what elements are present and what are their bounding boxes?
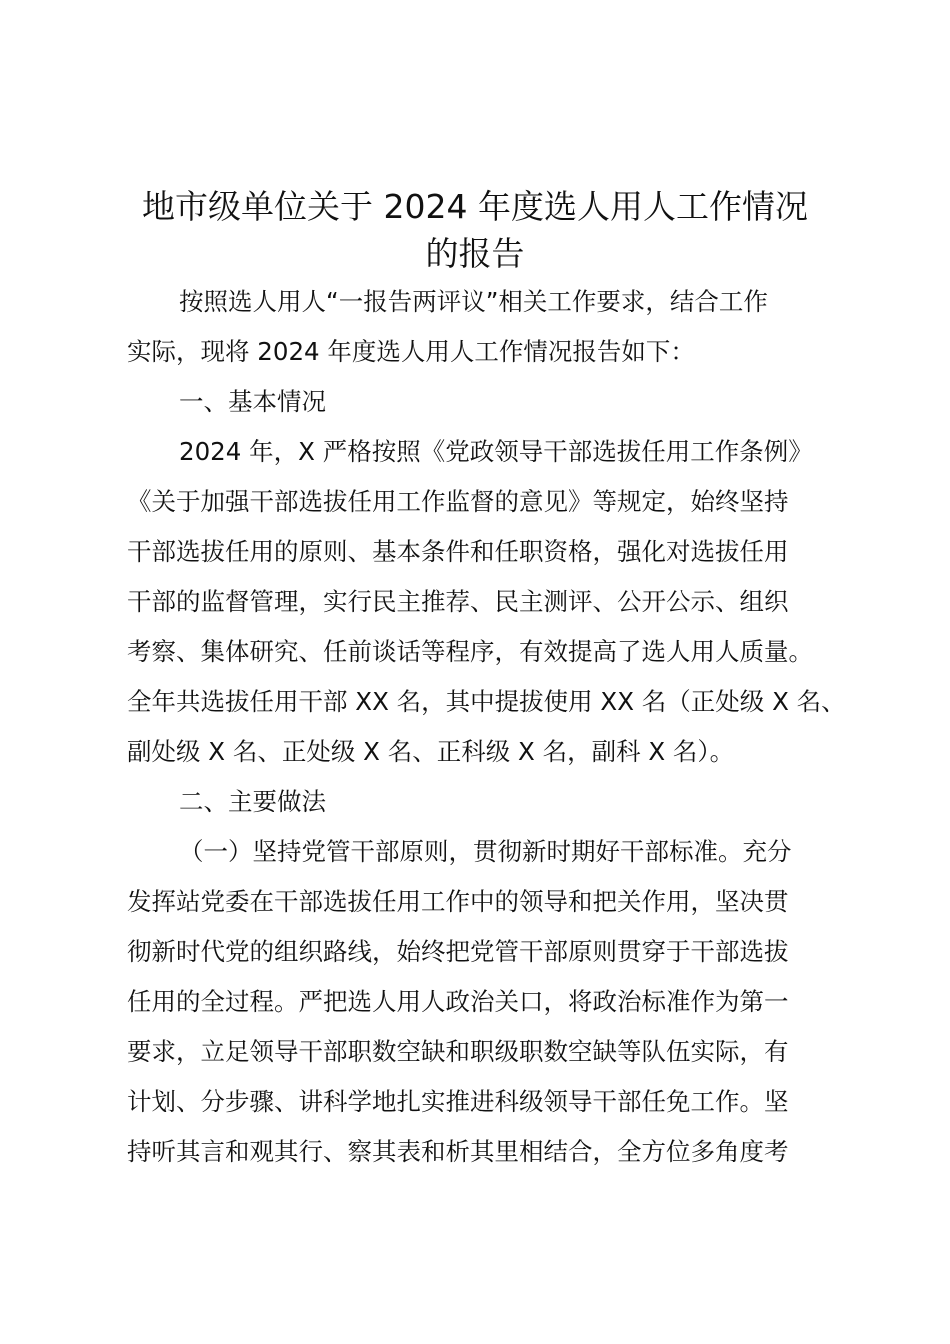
body-line: 干部的监督管理，实行民主推荐、民主测评、公开公示、组织 bbox=[127, 587, 789, 616]
body-line: 要求，立足领导干部职数空缺和职级职数空缺等队伍实际，有 bbox=[127, 1037, 789, 1066]
body-line: 持听其言和观其行、察其表和析其里相结合，全方位多角度考 bbox=[127, 1137, 789, 1166]
document-title-line-2: 的报告 bbox=[425, 234, 525, 273]
body-line: 副处级 X 名、正处级 X 名、正科级 X 名，副科 X 名）。 bbox=[127, 737, 735, 766]
body-line: 全年共选拔任用干部 XX 名，其中提拔使用 XX 名（正处级 X 名、 bbox=[127, 687, 846, 716]
body-line: 发挥站党委在干部选拔任用工作中的领导和把关作用，坚决贯 bbox=[127, 887, 789, 916]
body-line: （一）坚持党管干部原则，贯彻新时期好干部标准。充分 bbox=[179, 837, 792, 866]
section-heading-basic: 一、基本情况 bbox=[179, 387, 326, 416]
intro-line-2: 实际，现将 2024 年度选人用人工作情况报告如下： bbox=[127, 337, 695, 366]
document-title-line-1: 地市级单位关于 2024 年度选人用人工作情况 bbox=[142, 187, 808, 226]
intro-line-1: 按照选人用人“一报告两评议”相关工作要求，结合工作 bbox=[179, 287, 768, 316]
body-line: 任用的全过程。严把选人用人政治关口，将政治标准作为第一 bbox=[127, 987, 789, 1016]
body-line: 2024 年，X 严格按照《党政领导干部选拔任用工作条例》 bbox=[179, 437, 813, 466]
body-line: 考察、集体研究、任前谈话等程序，有效提高了选人用人质量。 bbox=[127, 637, 813, 666]
body-line: 《关于加强干部选拔任用工作监督的意见》等规定，始终坚持 bbox=[127, 487, 789, 516]
body-line: 计划、分步骤、讲科学地扎实推进科级领导干部任免工作。坚 bbox=[127, 1087, 789, 1116]
body-line: 干部选拔任用的原则、基本条件和任职资格，强化对选拔任用 bbox=[127, 537, 789, 566]
section-heading-methods: 二、主要做法 bbox=[179, 787, 326, 816]
body-line: 彻新时代党的组织路线，始终把党管干部原则贯穿于干部选拔 bbox=[127, 937, 789, 966]
